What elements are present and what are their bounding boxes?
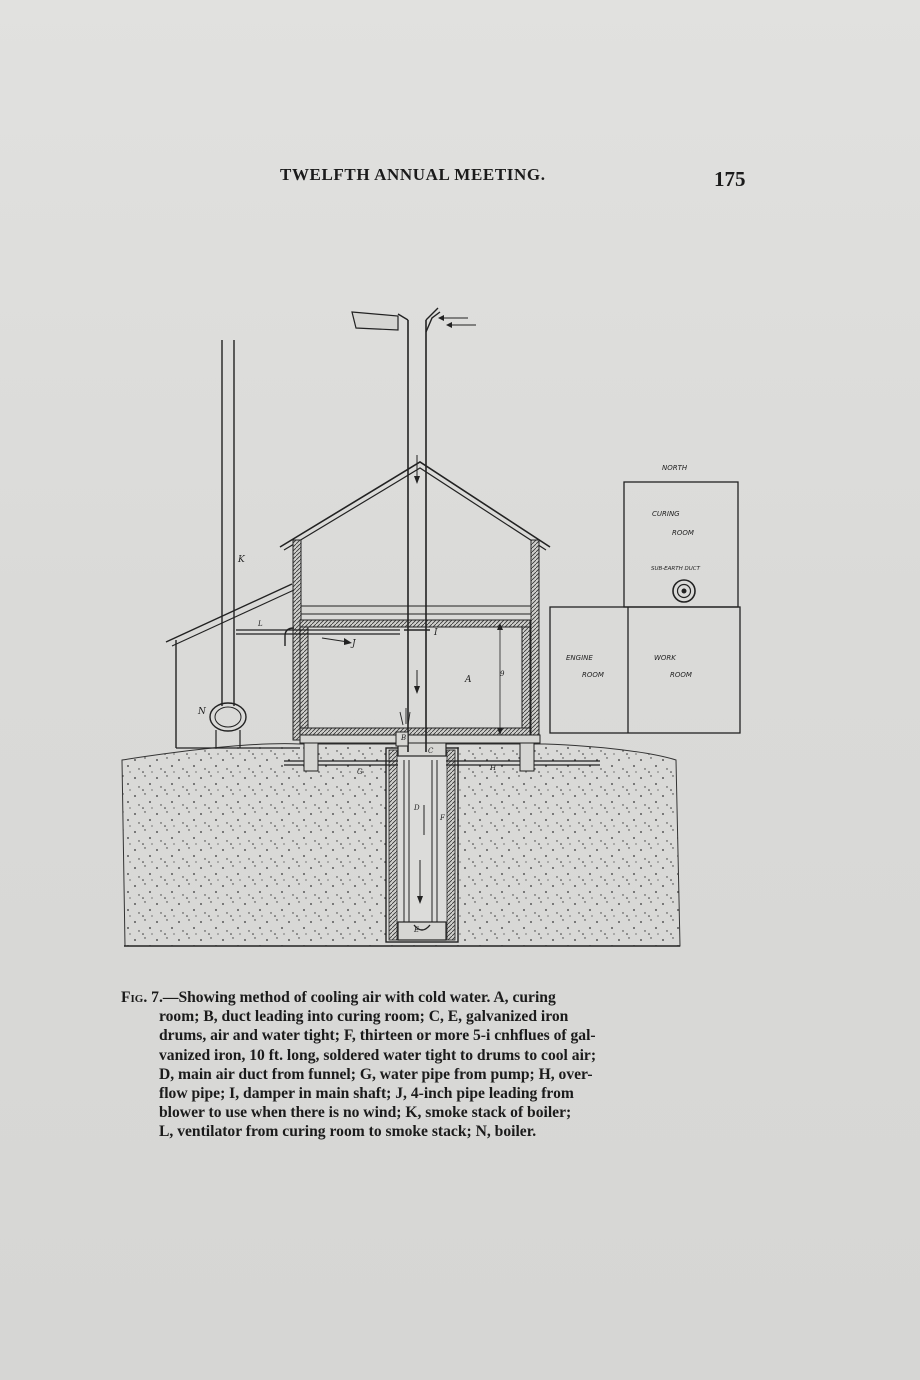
- label-engine: ENGINE: [566, 654, 593, 662]
- pipes-j-l: [236, 628, 400, 646]
- caption-line-7: blower to use when there is no wind; K, smoke stack of boiler;: [159, 1104, 572, 1122]
- label-A: A: [465, 675, 472, 685]
- label-curing: CURING: [652, 510, 680, 518]
- label-dimension: 9: [500, 670, 505, 678]
- floor-plan: [550, 482, 740, 733]
- main-air-shaft: [352, 308, 476, 752]
- label-curing-room: ROOM: [672, 529, 694, 537]
- figure-caption: [121, 988, 761, 1142]
- label-K: K: [238, 555, 245, 565]
- caption-line-1-text: 7.—Showing method of cooling air with cold water. A, curing: [147, 989, 556, 1006]
- label-engine-room: ROOM: [582, 671, 604, 679]
- label-work: WORK: [654, 654, 676, 662]
- label-B: B: [401, 734, 407, 742]
- caption-line-2: room; B, duct leading into curing room; C, E, galvanized iron: [159, 1008, 569, 1026]
- label-C: C: [428, 747, 434, 755]
- running-title: TWELFTH ANNUAL MEETING.: [280, 165, 546, 184]
- label-H: H: [490, 764, 497, 772]
- label-J: J: [352, 639, 356, 649]
- label-G: G: [357, 768, 363, 776]
- label-sub-earth-duct: SUB-EARTH DUCT: [651, 566, 700, 572]
- label-work-room: ROOM: [670, 671, 692, 679]
- caption-line-4: vanized iron, 10 ft. long, soldered water tight to drums to cool air;: [159, 1046, 597, 1064]
- caption-line-6: flow pipe; I, damper in main shaft; J, 4-inch pipe leading from: [159, 1085, 574, 1103]
- label-F: F: [440, 814, 445, 822]
- label-L: L: [258, 620, 263, 628]
- label-N: N: [198, 707, 206, 717]
- caption-fig-label: Fig.: [121, 989, 148, 1006]
- caption-line-3: drums, air and water tight; F, thirteen or more 5-i cnhflues of gal-: [159, 1027, 596, 1045]
- label-D: D: [414, 804, 420, 812]
- smoke-stack-and-boiler: [166, 340, 300, 748]
- underground-shaft: [386, 740, 458, 942]
- label-north: NORTH: [662, 464, 688, 472]
- curing-house: [280, 462, 550, 771]
- label-I: I: [434, 628, 438, 638]
- label-E: E: [414, 926, 420, 934]
- caption-line-5: D, main air duct from funnel; G, water pipe from pump; H, over-: [159, 1065, 593, 1083]
- caption-line-8: L, ventilator from curing room to smoke stack; N, boiler.: [159, 1123, 537, 1141]
- page-number: 175: [714, 167, 746, 191]
- caption-line-1: [121, 988, 761, 1007]
